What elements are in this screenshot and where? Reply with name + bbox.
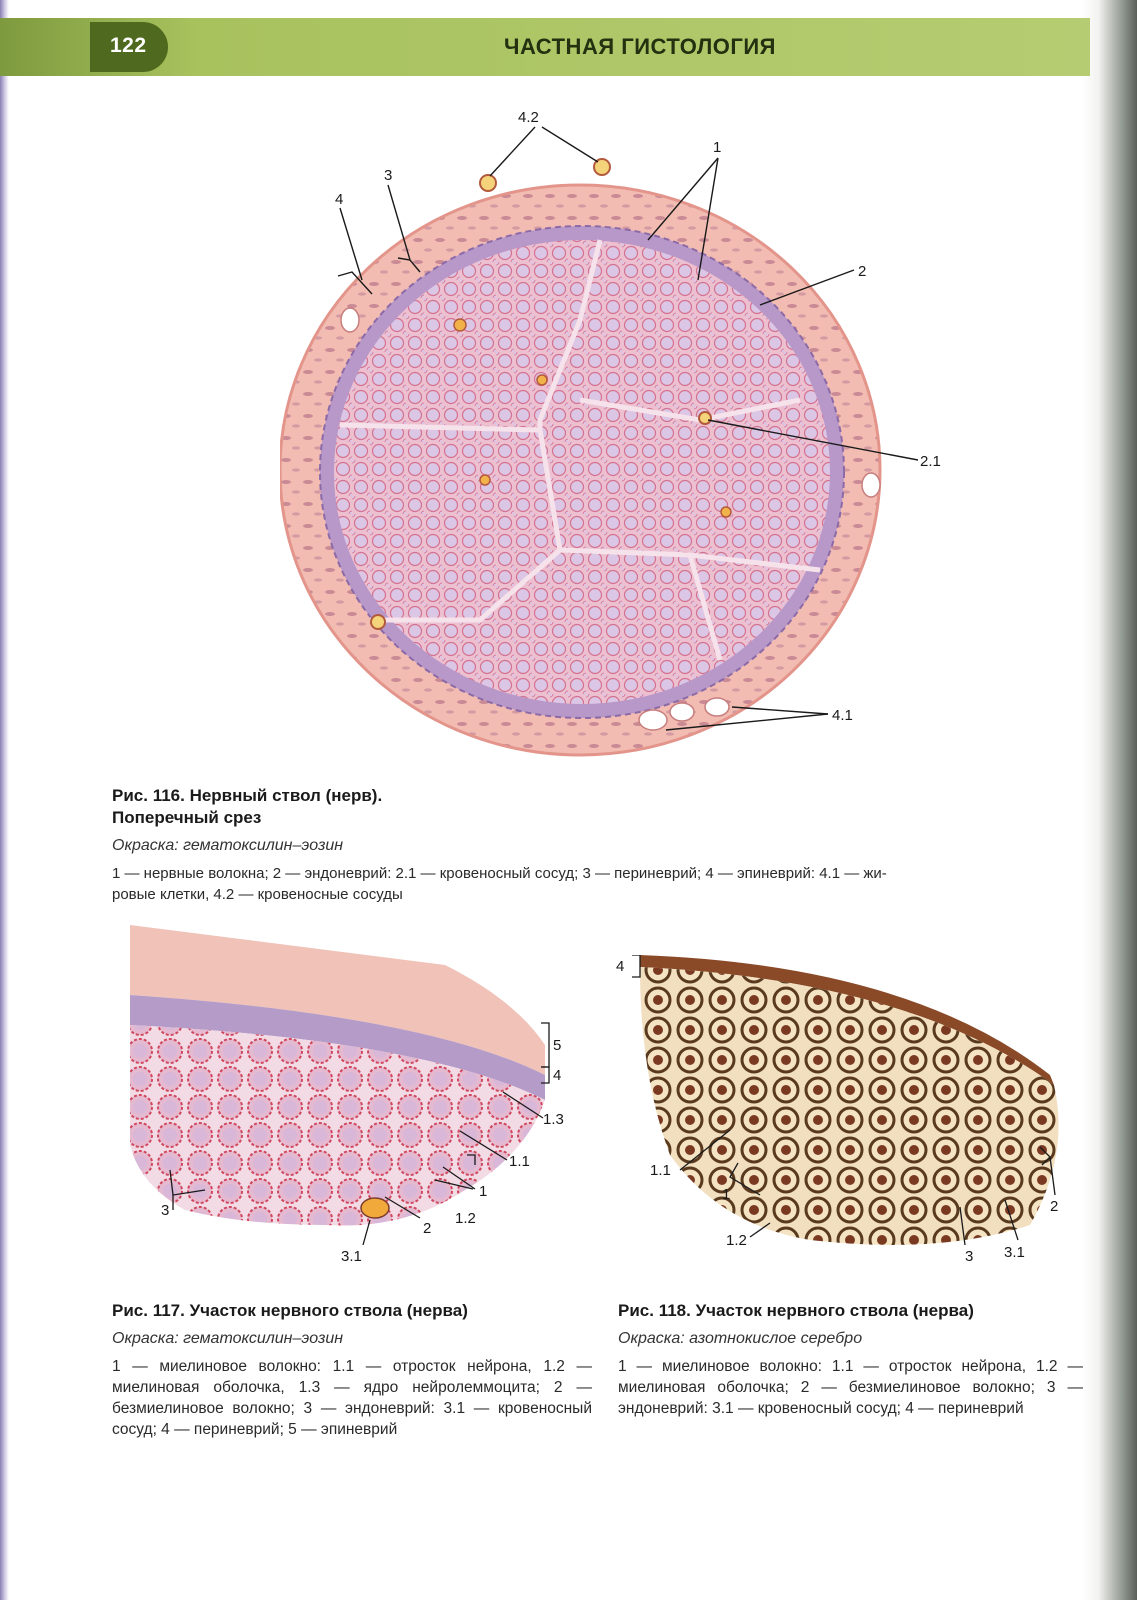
fig116-label-1: 1 <box>713 139 722 156</box>
fig118-caption <box>618 1300 1083 1419</box>
figure-117-nerve-segment-he <box>125 925 595 1270</box>
fig117-title: Рис. 117. Участок нервного ствола (нерва) <box>112 1301 468 1320</box>
fig116-label-2-1: 2.1 <box>920 453 941 470</box>
fig117-label-1-3: 1.3 <box>543 1111 564 1128</box>
fig117-caption <box>112 1300 592 1440</box>
fig116-title-1: Рис. 116. Нервный ствол (нерв). <box>112 786 383 805</box>
fig116-label-4: 4 <box>335 191 344 208</box>
page-left-edge <box>0 0 9 1600</box>
vessel-4-2-a <box>480 175 496 191</box>
figure-116-nerve-cross-section <box>280 100 960 760</box>
figure-118-nerve-segment-silver <box>610 955 1090 1275</box>
fig118-stain: Окраска: азотнокислое серебро <box>618 1330 863 1347</box>
fig117-label-4: 4 <box>553 1067 562 1084</box>
fig117-stain: Окраска: гематоксилин–эозин <box>112 1330 344 1347</box>
fig116-legend-1: 1 — нервные волокна; 2 — эндоневрий: 2.1 — кровеносный сосуд; 3 — периневрий; 4 — эпиневрий: 4.1 — жи- <box>112 865 887 882</box>
fig118-title: Рис. 118. Участок нервного ствола (нерва) <box>618 1301 974 1320</box>
fig117-label-5: 5 <box>553 1037 562 1054</box>
fig117-label-3-1: 3.1 <box>341 1248 362 1265</box>
fat-cell-4-1-b <box>670 703 694 721</box>
fig116-caption <box>112 785 1092 905</box>
fig117-label-3: 3 <box>161 1202 170 1219</box>
fig118-label-1-1: 1.1 <box>650 1162 671 1179</box>
fig117-label-1: 1 <box>479 1183 488 1200</box>
fig117-legend: 1 — миелиновое волокно: 1.1 — отросток нейрона, 1.2 — миелиновая оболочка, 1.3 — ядро нейролеммоцита; 2 — безмиелиновое волокно; 3 — эндоневрий: 3.1 — кровеносный сосуд; 4 — периневрий; 5 — эпиневрий <box>112 1358 592 1438</box>
fig117-label-1-1: 1.1 <box>509 1153 530 1170</box>
fig116-legend-2: ровые клетки, 4.2 — кровеносные сосуды <box>112 886 403 903</box>
fig118-label-1: 1 <box>722 1186 731 1203</box>
fig117-label-1-2: 1.2 <box>455 1210 476 1227</box>
fig118-label-1-2: 1.2 <box>726 1232 747 1249</box>
vessel-2-1 <box>699 412 711 424</box>
vessel-3-1 <box>361 1198 389 1218</box>
chapter-title: ЧАСТНАЯ ГИСТОЛОГИЯ <box>503 34 776 59</box>
fat-cell-4-1-a <box>639 710 667 730</box>
fig118-label-3: 3 <box>965 1248 974 1265</box>
fig116-stain: Окраска: гематоксилин–эозин <box>112 837 344 854</box>
fig118-label-2: 2 <box>1050 1198 1059 1215</box>
fig118-label-4: 4 <box>616 958 625 975</box>
fig118-label-3-1: 3.1 <box>1004 1244 1025 1261</box>
fig116-label-4-2: 4.2 <box>518 109 539 126</box>
fig116-title-2: Поперечный срез <box>112 808 262 827</box>
fig117-label-2: 2 <box>423 1220 432 1237</box>
fig118-legend: 1 — миелиновое волокно: 1.1 — отросток нейрона, 1.2 — миелиновая оболочка; 2 — безмиелиновое волокно; 3 — эндоневрий: 3.1 — кровеносный сосуд; 4 — периневрий <box>618 1358 1083 1417</box>
fig116-label-2: 2 <box>858 263 867 280</box>
fig116-label-3: 3 <box>384 167 393 184</box>
silver-fiber-area <box>640 967 1059 1245</box>
page-number: 122 <box>110 34 147 57</box>
fig116-label-4-1: 4.1 <box>832 707 853 724</box>
